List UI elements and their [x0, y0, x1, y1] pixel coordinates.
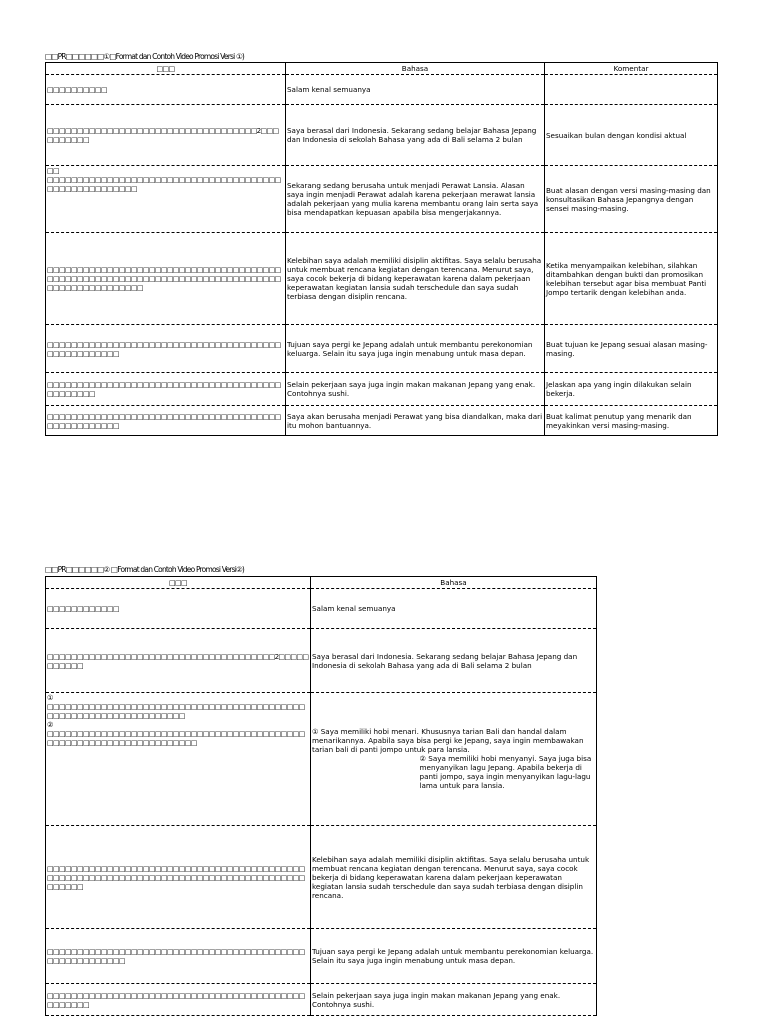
cell-japanese: □□□□□□□□□□□□□□□□□□□□□□□□□□□□□□□□□□□□□□□□□□□□□□□□□□□ [46, 325, 286, 373]
header-japanese: □□□ [46, 63, 286, 75]
header-komentar: Komentar [545, 63, 718, 75]
cell-komentar: Buat kalimat penutup yang menarik dan meyakinkan versi masing-masing. [545, 406, 718, 436]
cell-bahasa: Selain pekerjaan saya juga ingin makan makanan Jepang yang enak. Contohnya sushi. [311, 984, 597, 1016]
cell-komentar [545, 75, 718, 105]
cell-bahasa-hobbies [311, 693, 597, 826]
cell-japanese-hobbies [46, 693, 311, 826]
table-row [46, 589, 597, 629]
cell-japanese: □□□□□□□□□□□□ [46, 589, 311, 629]
cell-komentar: Sesuaikan bulan dengan kondisi aktual [545, 105, 718, 166]
hobby-1-japanese: ① □□□□□□□□□□□□□□□□□□□□□□□□□□□□□□□□□□□□□□□□□□□□□□□□□□□□□□□□□□□□□□□□□□ [47, 693, 305, 720]
cell-komentar: Jelaskan apa yang ingin dilakukan selain bekerja. [545, 373, 718, 406]
cell-bahasa: Salam kenal semuanya [286, 75, 545, 105]
cell-japanese: □□□□□□□□□□ [46, 75, 286, 105]
cell-japanese: □□□□□□□□□□□□□□□□□□□□□□□□□□□□□□□□□□□□□□□□□□□□□□□ [46, 373, 286, 406]
table2-caption: □□PR□□□□□□② □Format dan Contoh Video Promosi Versi②) [45, 565, 245, 574]
table-row [46, 75, 718, 105]
table-row [46, 693, 597, 826]
header-bahasa: Bahasa [311, 577, 597, 589]
cell-komentar: Ketika menyampaikan kelebihan, silahkan ditambahkan dengan bukti dan promosikan kelebihan tersebut agar bisa membuat Panti Jompo tertarik dengan kelebihan anda. [545, 233, 718, 325]
cell-bahasa: Kelebihan saya adalah memiliki disiplin aktifitas. Saya selalu berusaha untuk membuat rencana kegiatan dengan terencana. Menurut saya, saya cocok bekerja di bidang keperawatan karena dalam pekerjaan keperawatan kegiatan lansia sudah terschedule dan saya sudah terbiasa dengan disiplin rencana. [286, 233, 545, 325]
table-row [46, 929, 597, 984]
cell-komentar: Buat alasan dengan versi masing-masing dan konsultasikan Bahasa Jepangnya dengan sensei masing-masing. [545, 166, 718, 233]
table-header-row [46, 63, 718, 75]
table-header-row [46, 577, 597, 589]
table-row [46, 826, 597, 929]
cell-bahasa: Saya akan berusaha menjadi Perawat yang bisa diandalkan, maka dari itu mohon bantuannya. [286, 406, 545, 436]
cell-japanese: □□□□□□□□□□□□□□□□□□□□□□□□□□□□□□□□□□□□□□2□□□□□□□□□□□ [46, 629, 311, 693]
table-row [46, 105, 718, 166]
cell-bahasa: Selain pekerjaan saya juga ingin makan makanan Jepang yang enak. Contohnya sushi. [286, 373, 545, 406]
cell-japanese: □□□□□□□□□□□□□□□□□□□□□□□□□□□□□□□□□□□□□□□□□□□□□□□□□□□□□□□□ [46, 929, 311, 984]
promo-format-table-1 [45, 62, 718, 436]
hobby-2-japanese: ② □□□□□□□□□□□□□□□□□□□□□□□□□□□□□□□□□□□□□□□□□□□□□□□□□□□□□□□□□□□□□□□□□□□□ [47, 720, 305, 747]
cell-bahasa: Tujuan saya pergi ke Jepang adalah untuk membantu perekonomian keluarga. Selain itu saya juga ingin menabung untuk masa depan. [286, 325, 545, 373]
header-japanese: □□□ [46, 577, 311, 589]
table-row [46, 233, 718, 325]
cell-bahasa: Saya berasal dari Indonesia. Sekarang sedang belajar Bahasa Jepang dan Indonesia di sekolah Bahasa yang ada di Bali selama 2 bulan [286, 105, 545, 166]
promo-format-table-2 [45, 576, 597, 1016]
cell-komentar: Buat tujuan ke Jepang sesuai alasan masing-masing. [545, 325, 718, 373]
cell-bahasa: Sekarang sedang berusaha untuk menjadi Perawat Lansia. Alasan saya ingin menjadi Perawat adalah karena pekerjaan merawat lansia adalah pekerjaan yang mulia karena membantu orang lain serta saya bisa mendapatkan kepuasan apabila bisa mengerjakannya. [286, 166, 545, 233]
table-row [46, 373, 718, 406]
cell-japanese: □□□□□□□□□□□□□□□□□□□□□□□□□□□□□□□□□□□□□□□□□□□□□□□□□□ [46, 984, 311, 1016]
table-row [46, 406, 718, 436]
cell-bahasa: Saya berasal dari Indonesia. Sekarang sedang belajar Bahasa Jepang dan Indonesia di sekolah Bahasa yang ada di Bali selama 2 bulan [311, 629, 597, 693]
cell-bahasa: Tujuan saya pergi ke Jepang adalah untuk membantu perekonomian keluarga. Selain itu saya juga ingin menabung untuk masa depan. [311, 929, 597, 984]
cell-bahasa: Salam kenal semuanya [311, 589, 597, 629]
cell-bahasa: Kelebihan saya adalah memiliki disiplin aktifitas. Saya selalu berusaha untuk membuat rencana kegiatan dengan terencana. Menurut saya, saya cocok bekerja di bidang keperawatan karena dalam pekerjaan keperawatan kegiatan lansia sudah terschedule dan saya sudah terbiasa dengan disiplin rencana. [311, 826, 597, 929]
table-row [46, 629, 597, 693]
table-row [46, 325, 718, 373]
cell-japanese: □□□□□□□□□□□□□□□□□□□□□□□□□□□□□□□□□□□□□□□□□□□□□□□□□□□□□□□□□□□□□□□□□□□□□□□□□□□□□□□□□□□□□□□□□□□□□□ [46, 233, 286, 325]
cell-japanese: □□□□□□□□□□□□□□□□□□□□□□□□□□□□□□□□□□□□□□□□□□□□□□□□□□□□□□□□□□□□□□□□□□□□□□□□□□□□□□□□□□□□□□□□□□□□ [46, 826, 311, 929]
header-bahasa: Bahasa [286, 63, 545, 75]
cell-japanese: □□ □□□□□□□□□□□□□□□□□□□□□□□□□□□□□□□□□□□□□□□□□□□□□□□□□□□□□□ [46, 166, 286, 233]
hobby-2-bahasa: ② Saya memiliki hobi menyanyi. Saya juga bisa menyanyikan lagu Jepang. Apabila bekerja di panti jompo, saya ingin menyanyikan lagu-lagu lama untuk para lansia. [419, 754, 592, 790]
table-row [46, 166, 718, 233]
cell-japanese: □□□□□□□□□□□□□□□□□□□□□□□□□□□□□□□□□□□□□□□□□□□□□□□□□□□ [46, 406, 286, 436]
table-row [46, 984, 597, 1016]
hobby-1-bahasa: ① Saya memiliki hobi menari. Khususnya tarian Bali dan handal dalam menarikannya. Apabila saya bisa pergi ke Jepang, saya ingin membawakan tarian bali di panti jompo untuk para lansia. [312, 727, 584, 754]
cell-japanese: □□□□□□□□□□□□□□□□□□□□□□□□□□□□□□□□□□□2□□□□□□□□□□ [46, 105, 286, 166]
table1-caption: □□PR□□□□□□①□Format dan Contoh Video Promosi Versi ①) [45, 52, 245, 61]
